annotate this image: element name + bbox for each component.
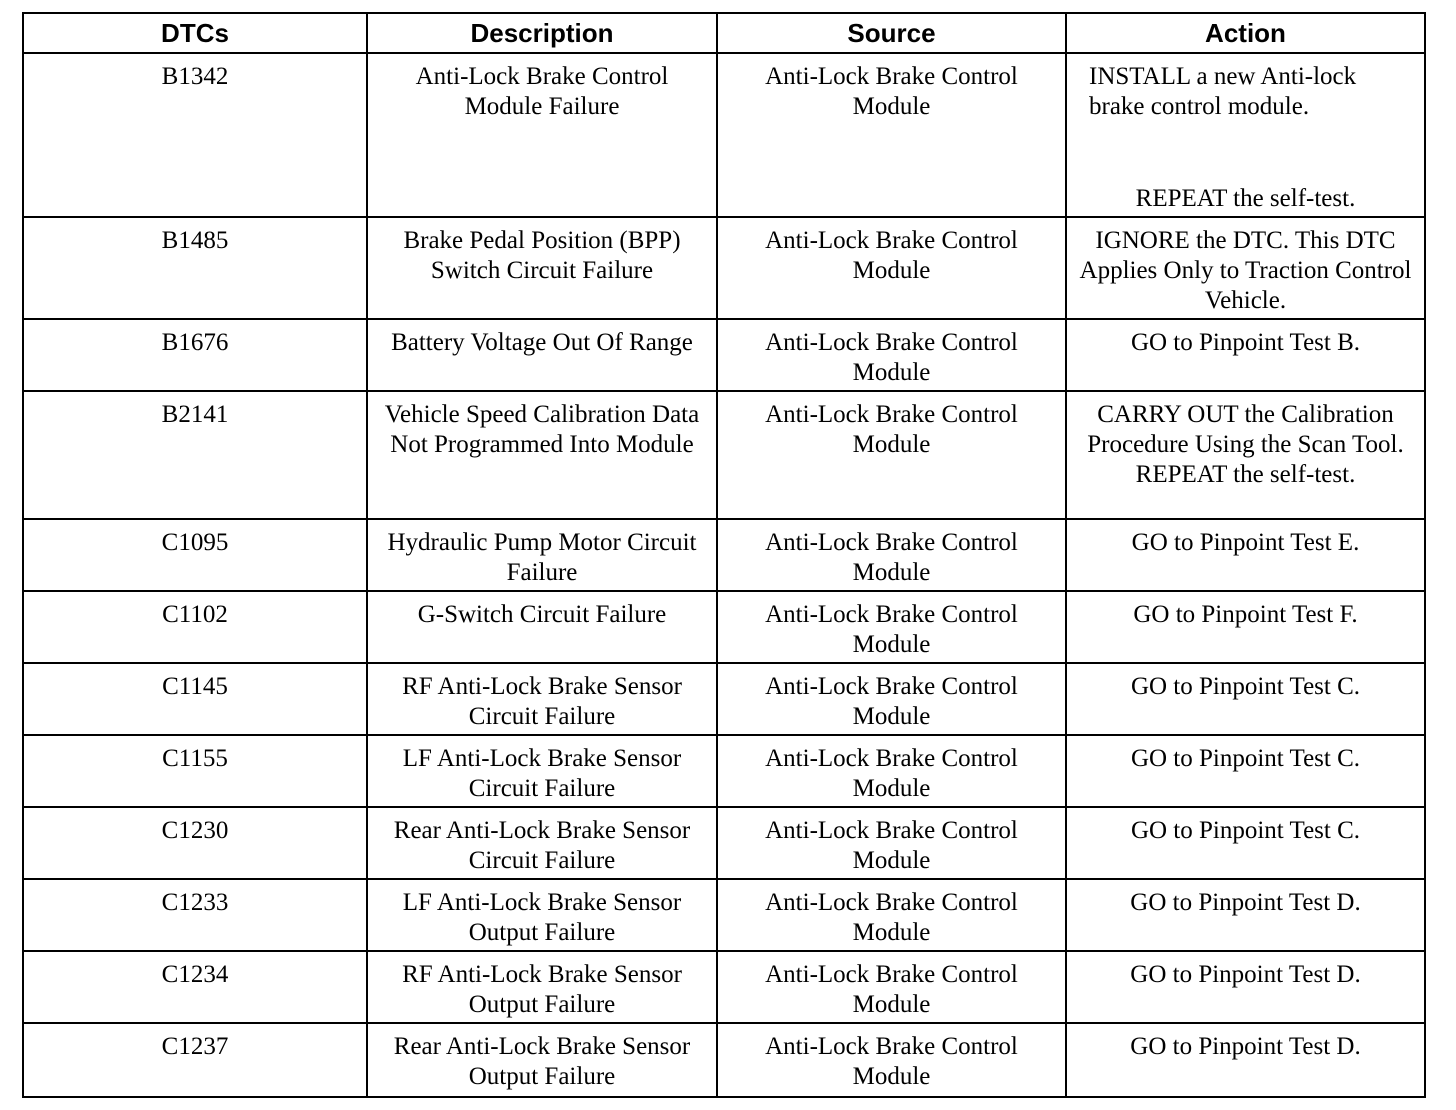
cell-description: Battery Voltage Out Of Range <box>367 319 717 391</box>
cell-dtc: C1233 <box>23 879 367 951</box>
cell-description: Vehicle Speed Calibration Data Not Programmed Into Module <box>367 391 717 519</box>
cell-source: Anti-Lock Brake Control Module <box>717 951 1066 1023</box>
table-row <box>23 735 1425 807</box>
table-row <box>23 53 1425 217</box>
cell-action: GO to Pinpoint Test D. <box>1066 1023 1425 1097</box>
cell-dtc: B1342 <box>23 53 367 217</box>
header-source: Source <box>717 13 1066 53</box>
cell-source: Anti-Lock Brake Control Module <box>717 663 1066 735</box>
cell-source: Anti-Lock Brake Control Module <box>717 53 1066 217</box>
header-dtcs: DTCs <box>23 13 367 53</box>
cell-action: GO to Pinpoint Test C. <box>1066 807 1425 879</box>
cell-dtc: B1485 <box>23 217 367 319</box>
cell-dtc: C1155 <box>23 735 367 807</box>
cell-dtc: C1102 <box>23 591 367 663</box>
action-text: INSTALL a new Anti-lock brake control module. <box>1089 63 1357 120</box>
table-header-row <box>23 13 1425 53</box>
action-extra-text: REPEAT the self-test. <box>1135 185 1356 212</box>
cell-source: Anti-Lock Brake Control Module <box>717 391 1066 519</box>
table-row <box>23 217 1425 319</box>
table-row <box>23 319 1425 391</box>
cell-action: GO to Pinpoint Test C. <box>1066 735 1425 807</box>
cell-action <box>1066 391 1425 519</box>
table-row <box>23 807 1425 879</box>
cell-description: LF Anti-Lock Brake Sensor Circuit Failure <box>367 735 717 807</box>
table-row <box>23 879 1425 951</box>
cell-description: Hydraulic Pump Motor Circuit Failure <box>367 519 717 591</box>
cell-source: Anti-Lock Brake Control Module <box>717 591 1066 663</box>
cell-source: Anti-Lock Brake Control Module <box>717 319 1066 391</box>
cell-description: RF Anti-Lock Brake Sensor Circuit Failure <box>367 663 717 735</box>
cell-action: GO to Pinpoint Test B. <box>1066 319 1425 391</box>
cell-dtc: C1145 <box>23 663 367 735</box>
cell-description: G-Switch Circuit Failure <box>367 591 717 663</box>
cell-action: GO to Pinpoint Test C. <box>1066 663 1425 735</box>
cell-action: IGNORE the DTC. This DTC Applies Only to Traction Control Vehicle. <box>1066 217 1425 319</box>
cell-description: RF Anti-Lock Brake Sensor Output Failure <box>367 951 717 1023</box>
table-row <box>23 591 1425 663</box>
cell-source: Anti-Lock Brake Control Module <box>717 735 1066 807</box>
cell-source: Anti-Lock Brake Control Module <box>717 879 1066 951</box>
cell-dtc: C1230 <box>23 807 367 879</box>
cell-source: Anti-Lock Brake Control Module <box>717 1023 1066 1097</box>
action-extra-text: REPEAT the self-test. <box>1135 461 1356 488</box>
cell-description: Rear Anti-Lock Brake Sensor Output Failure <box>367 1023 717 1097</box>
table-row <box>23 391 1425 519</box>
cell-description: LF Anti-Lock Brake Sensor Output Failure <box>367 879 717 951</box>
cell-source: Anti-Lock Brake Control Module <box>717 519 1066 591</box>
cell-dtc: B2141 <box>23 391 367 519</box>
action-text: CARRY OUT the Calibration Procedure Using the Scan Tool. <box>1087 401 1404 458</box>
cell-action: GO to Pinpoint Test D. <box>1066 879 1425 951</box>
cell-description: Rear Anti-Lock Brake Sensor Circuit Failure <box>367 807 717 879</box>
cell-dtc: C1237 <box>23 1023 367 1097</box>
table-row <box>23 951 1425 1023</box>
header-description: Description <box>367 13 717 53</box>
cell-dtc: B1676 <box>23 319 367 391</box>
cell-dtc: C1095 <box>23 519 367 591</box>
table-row <box>23 663 1425 735</box>
dtc-table <box>22 12 1426 1098</box>
action-gap <box>1075 122 1416 184</box>
cell-action: GO to Pinpoint Test E. <box>1066 519 1425 591</box>
table-row <box>23 519 1425 591</box>
cell-source: Anti-Lock Brake Control Module <box>717 807 1066 879</box>
cell-description: Brake Pedal Position (BPP) Switch Circuit Failure <box>367 217 717 319</box>
cell-action <box>1066 53 1425 217</box>
cell-description: Anti-Lock Brake Control Module Failure <box>367 53 717 217</box>
cell-action: GO to Pinpoint Test D. <box>1066 951 1425 1023</box>
cell-dtc: C1234 <box>23 951 367 1023</box>
cell-source: Anti-Lock Brake Control Module <box>717 217 1066 319</box>
cell-action: GO to Pinpoint Test F. <box>1066 591 1425 663</box>
table-row <box>23 1023 1425 1097</box>
header-action: Action <box>1066 13 1425 53</box>
